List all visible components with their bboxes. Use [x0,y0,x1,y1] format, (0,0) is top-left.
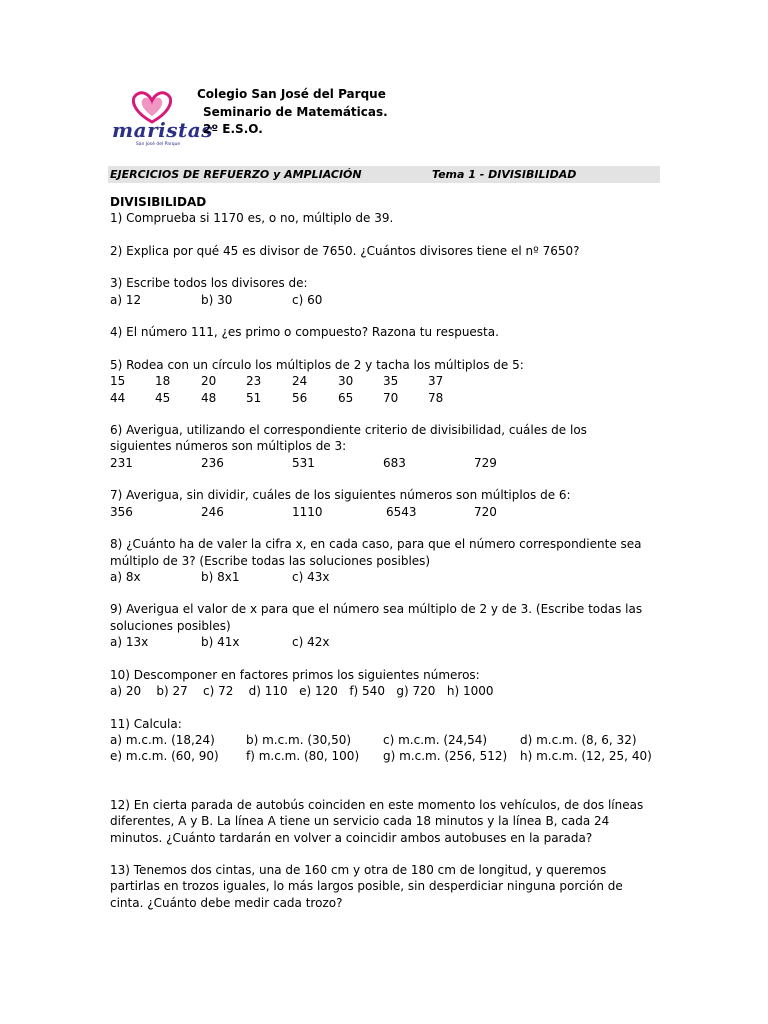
option: h) m.c.m. (12, 25, 40) [520,749,652,764]
exercise-4: 4) El número 111, ¿es primo o compuesto? Razona tu respuesta. [110,325,499,340]
number: 30 [338,374,354,389]
exercise-6-line-1: 6) Averigua, utilizando el correspondiente criterio de divisibilidad, cuáles de los [110,423,587,438]
school-name: Colegio San José del Parque [197,87,386,101]
exercise-2: 2) Explica por qué 45 es divisor de 7650. ¿Cuántos divisores tiene el nº 7650? [110,243,580,258]
exercise-13-line-3: cinta. ¿Cuánto debe medir cada trozo? [110,895,343,910]
number: 236 [201,455,224,470]
number: 65 [338,390,354,405]
exercise-8-line-1: 8) ¿Cuánto ha de valer la cifra x, en cada caso, para que el número correspondiente sea [110,537,642,552]
exercise-9-line-1: 9) Averigua el valor de x para que el número sea múltiplo de 2 y de 3. (Escribe todas las [110,602,643,617]
option: b) m.c.m. (30,50) [246,732,352,747]
option: b) 41x [201,635,240,650]
option: a) 12 [110,292,142,307]
number: 78 [428,390,444,405]
option: a) m.c.m. (18,24) [110,732,215,747]
banner-title: EJERCICIOS DE REFUERZO y AMPLIACIÓN [110,168,362,181]
option: b) 8x1 [201,569,240,584]
number: 231 [110,455,133,470]
number: 683 [383,455,406,470]
exercise-9-line-2: soluciones posibles) [110,618,231,633]
exercise-3-options [110,292,630,308]
number: 24 [292,374,308,389]
exercise-8-line-2: múltiplo de 3? (Escribe todas las soluciones posibles) [110,553,431,568]
number: 70 [383,390,399,405]
number: 20 [201,374,217,389]
option: e) m.c.m. (60, 90) [110,749,219,764]
exercise-list [110,194,652,911]
number: 531 [292,455,315,470]
exercise-3: 3) Escribe todos los divisores de: [110,276,308,291]
number: 15 [110,374,126,389]
title-banner [108,166,660,183]
course-name: 2º E.S.O. [203,122,263,136]
exercise-10-options: a) 20 b) 27 c) 72 d) 110 e) 120 f) 540 g) 720 h) 1000 [110,683,494,698]
exercise-1: 1) Comprueba si 1170 es, o no, múltiplo de 39. [110,211,394,226]
number: 56 [292,390,308,405]
number: 6543 [386,504,417,519]
option: g) m.c.m. (256, 512) [383,749,508,764]
exercise-11-row-2 [110,748,652,764]
school-header [197,86,388,139]
number: 18 [155,374,171,389]
number: 356 [110,504,133,519]
exercise-8-options [110,569,630,585]
exercise-10: 10) Descomponer en factores primos los siguientes números: [110,667,480,682]
number: 720 [474,504,497,519]
exercise-9-options [110,634,630,650]
option: c) 60 [292,292,323,307]
exercise-11-row-1 [110,732,637,748]
option: b) 30 [201,292,233,307]
number: 23 [246,374,262,389]
option: f) m.c.m. (80, 100) [246,749,360,764]
option: a) 13x [110,635,149,650]
number: 729 [474,455,497,470]
exercise-7: 7) Averigua, sin dividir, cuáles de los siguientes números son múltiplos de 6: [110,488,571,503]
number: 35 [383,374,399,389]
exercise-13-line-1: 13) Tenemos dos cintas, una de 160 cm y otra de 180 cm de longitud, y queremos [110,863,607,878]
option: a) 8x [110,569,141,584]
exercise-6-line-2: siguientes números son múltiplos de 3: [110,439,347,454]
exercise-6-numbers [110,455,630,471]
exercise-5-row-2 [110,390,630,406]
number: 37 [428,374,444,389]
exercise-11: 11) Calcula: [110,716,182,731]
option: c) 42x [292,635,330,650]
exercise-5: 5) Rodea con un círculo los múltiplos de 2 y tacha los múltiplos de 5: [110,357,524,372]
exercise-7-numbers [110,504,630,520]
exercise-12-line-2: diferentes, A y B. La línea A tiene un servicio cada 18 minutos y la línea B, cada 24 [110,814,610,829]
exercise-5-row-1 [110,373,630,389]
section-title: DIVISIBILIDAD [110,195,207,209]
exercise-12-line-1: 12) En cierta parada de autobús coinciden en este momento los vehículos, de dos líneas [110,797,644,812]
maristas-logo [112,90,213,152]
option: c) 43x [292,569,330,584]
number: 45 [155,390,171,405]
option: c) m.c.m. (24,54) [383,732,488,747]
number: 1110 [292,504,323,519]
banner-topic: Tema 1 - DIVISIBILIDAD [432,168,577,181]
logo-wordmark: maristas [112,118,213,142]
number: 246 [201,504,224,519]
option: d) m.c.m. (8, 6, 32) [520,732,637,747]
number: 48 [201,390,217,405]
exercise-13-line-2: partirlas en trozos iguales, lo más largos posible, sin desperdiciar ninguna porción de [110,879,623,894]
department-name: Seminario de Matemáticas. [203,104,388,119]
logo-subtitle: San José del Parque [135,142,181,147]
number: 44 [110,390,126,405]
number: 51 [246,390,262,405]
exercise-12-line-3: minutos. ¿Cuánto tardarán en volver a coincidir ambos autobuses en la parada? [110,830,593,845]
